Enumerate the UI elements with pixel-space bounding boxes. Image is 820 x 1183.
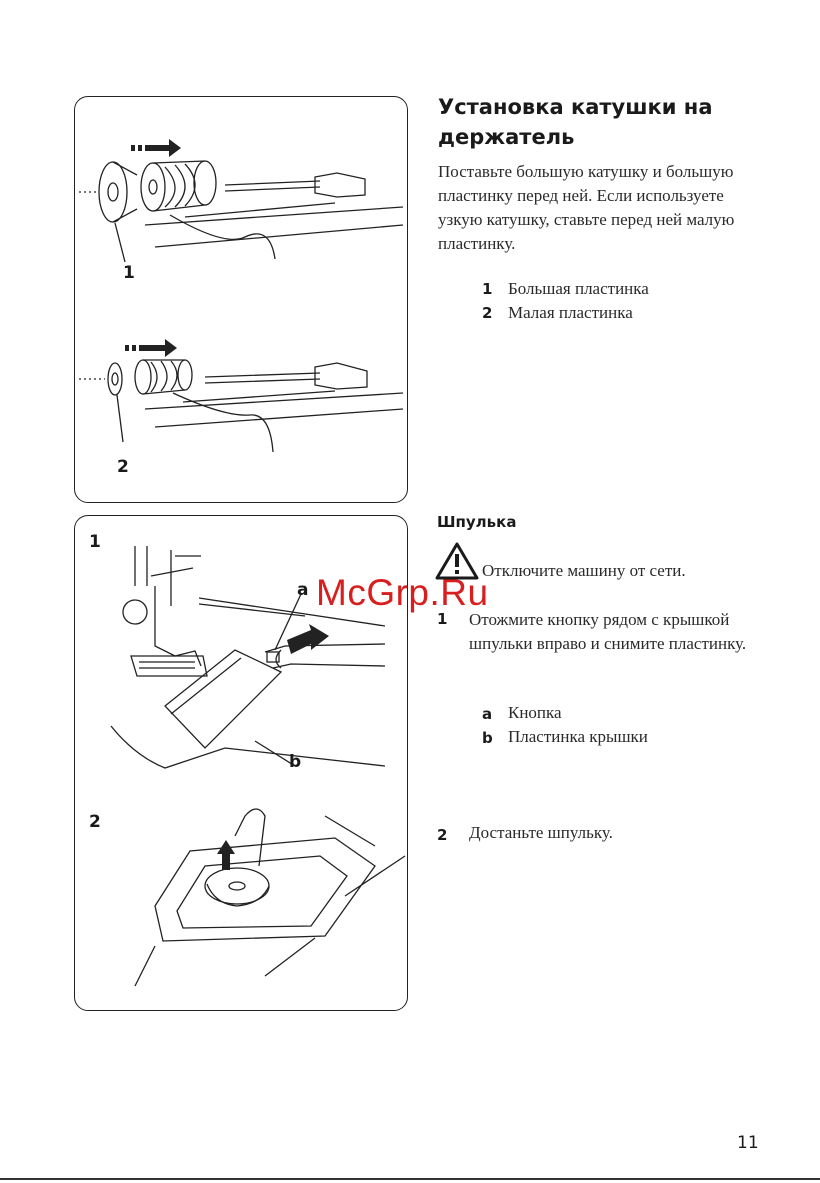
item-label: Большая пластинка [508,279,649,298]
bottom-edge [0,1178,820,1180]
watermark: McGrp.Ru [316,572,489,613]
item-number: 2 [482,304,493,322]
warning-text: Отключите машину от сети. [482,561,686,580]
step-1-label: 1 [89,532,101,552]
step-2-label: 2 [89,812,101,832]
arrow-right-icon [125,339,177,357]
callout-2: 2 [117,457,129,477]
arrow-up-icon [217,840,235,870]
legend-label: Кнопка [508,703,562,722]
arrow-right-icon [131,139,181,157]
item-number: 1 [482,280,493,298]
callout-a: a [297,580,309,600]
spool-holder-drawing [75,97,407,502]
arrow-right-icon [287,624,329,654]
step-text: Достаньте шпульку. [469,823,613,842]
legend-label: Пластинка крышки [508,727,648,746]
legend-letter: b [482,729,493,747]
item-label: Малая пластинка [508,303,633,322]
section-title-spool: Установка катушки на держатель [438,95,713,149]
step-text: Отожмите кнопку рядом с крышкой шпульки вправо и снимите пластинку. [469,610,747,653]
step-number: 2 [437,826,448,844]
section-body-spool: Поставьте большую катушку и большую пластинку перед ней. Если используете узкую катушку, ставьте перед ней малую пластинку. [438,162,735,253]
legend-letter: a [482,705,493,723]
callout-b: b [289,752,302,772]
spool-holder-illustration [74,96,408,503]
page-number: 11 [737,1133,759,1153]
section-title-bobbin: Шпулька [437,513,517,531]
step-number: 1 [437,610,448,628]
callout-1: 1 [123,263,135,283]
